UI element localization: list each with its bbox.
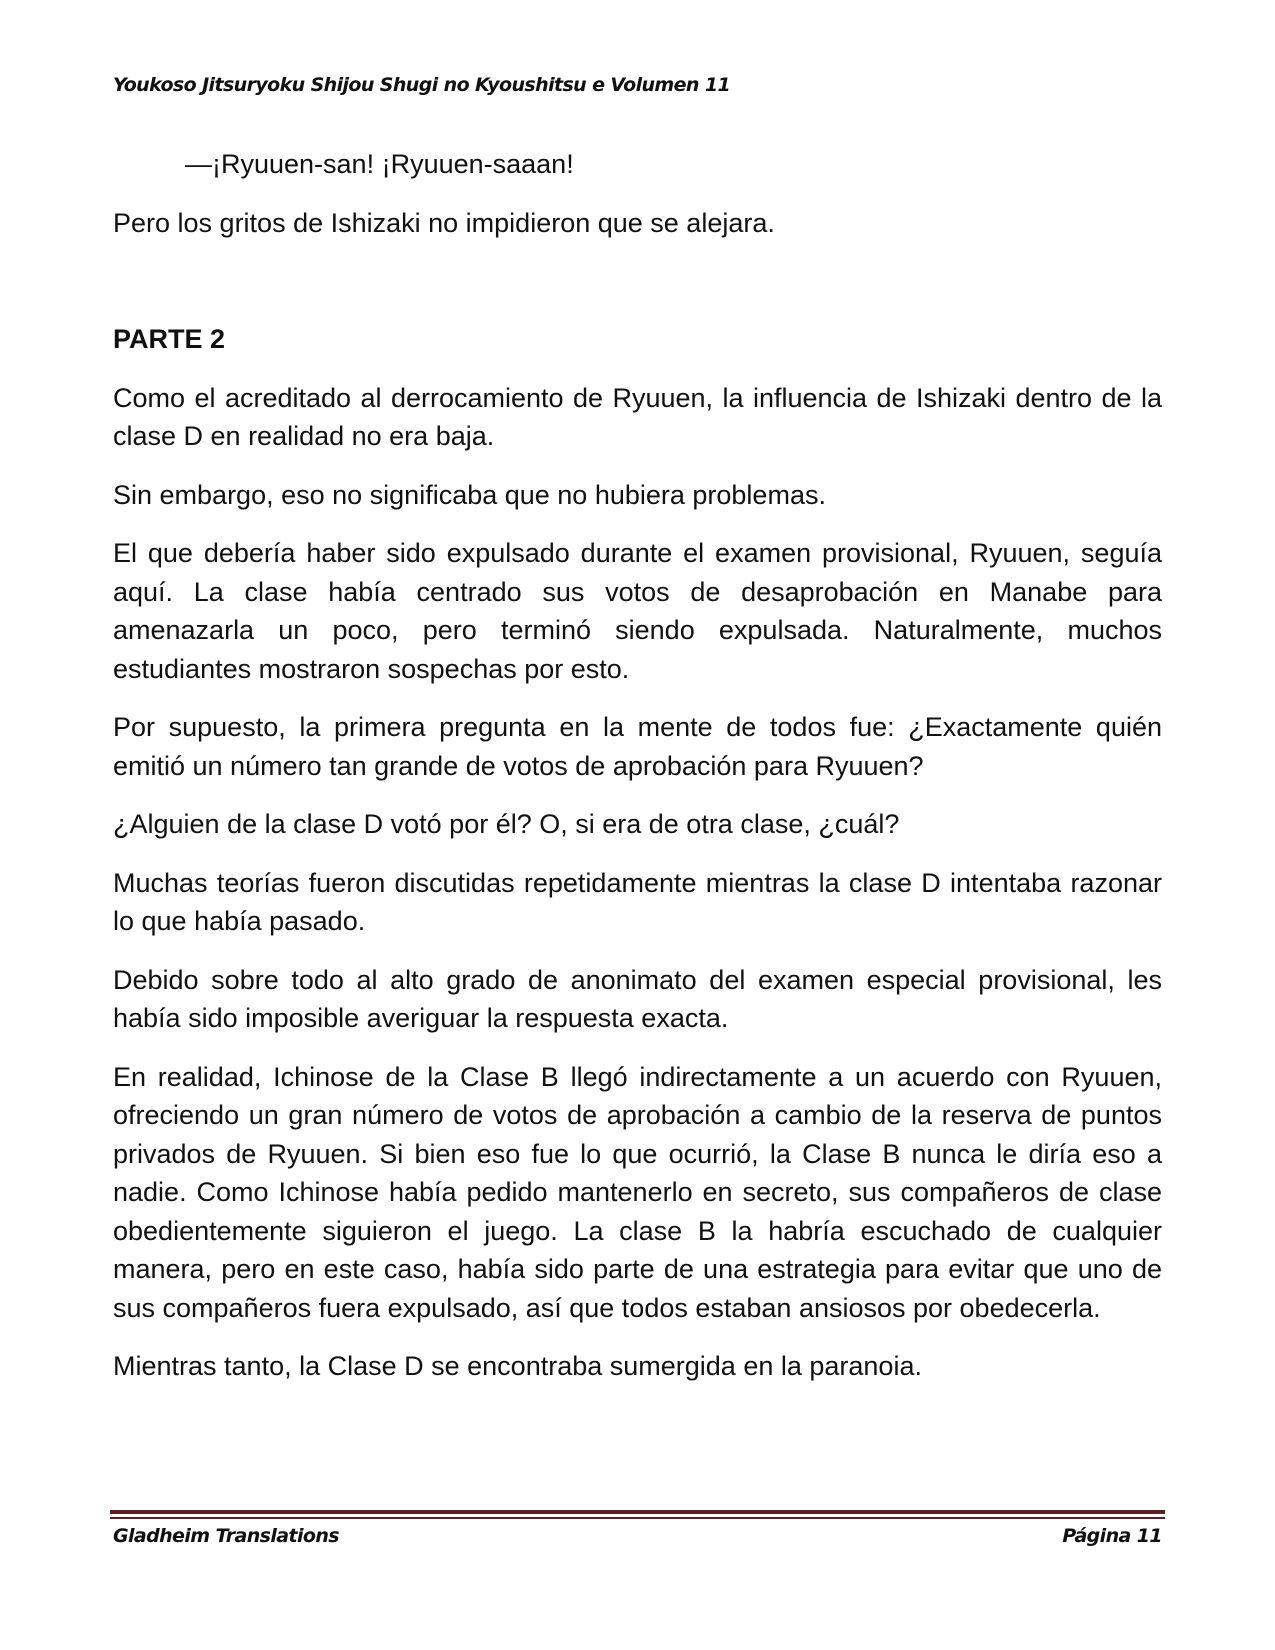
paragraph: Debido sobre todo al alto grado de anonimato del examen especial provisional, les había sido imposible averiguar la respuesta exacta. [113, 964, 1162, 1033]
footer-divider-thick [110, 1510, 1165, 1514]
paragraph: El que debería haber sido expulsado durante el examen provisional, Ryuuen, seguía aquí. La clase había centrado sus votos de desaprobación en Manabe para amenazarla un poco, pero terminó siendo expulsada. Naturalmente, muchos estudiantes mostraron sospechas por esto. [113, 538, 1162, 684]
paragraph: Como el acreditado al derrocamiento de Ryuuen, la influencia de Ishizaki dentro de la clase D en realidad no era baja. [113, 382, 1162, 451]
paragraph: Por supuesto, la primera pregunta en la mente de todos fue: ¿Exactamente quién emitió un número tan grande de votos de aprobación para Ryuuen? [113, 712, 1162, 781]
paragraph: ¿Alguien de la clase D votó por él? O, si era de otra clase, ¿cuál? [113, 809, 900, 839]
section-heading: PARTE 2 [113, 324, 226, 354]
paragraph: Pero los gritos de Ishizaki no impidieron que se alejara. [113, 207, 775, 238]
page-body [113, 145, 1162, 1406]
footer-divider [110, 1510, 1165, 1519]
page-number: Página 11 [1062, 1525, 1162, 1547]
paragraph: Sin embargo, eso no significaba que no hubiera problemas. [113, 479, 826, 510]
paragraph: Muchas teorías fueron discutidas repetidamente mientras la clase D intentaba razonar lo que había pasado. [113, 867, 1162, 936]
footer-divider-thin [110, 1517, 1165, 1519]
paragraph: En realidad, Ichinose de la Clase B llegó indirectamente a un acuerdo con Ryuuen, ofreciendo un gran número de votos de aprobación a cambio de la reserva de puntos privados de Ryuuen. Si bien eso fue lo que ocurrió, la Clase B nunca le diría eso a nadie. Como Ichinose había pedido mantenerlo en secreto, sus compañeros de clase obedientemente siguieron el juego. La clase B la habría escuchado de cualquier manera, pero en este caso, había sido parte de una estrategia para evitar que uno de sus compañeros fuera expulsado, así que todos estaban ansiosos por obedecerla. [113, 1061, 1162, 1323]
dialogue-line: —¡Ryuuen-san! ¡Ryuuen-saaan! [185, 149, 574, 179]
running-header: Youkoso Jitsuryoku Shijou Shugi no Kyoushitsu e Volumen 11 [113, 74, 731, 96]
paragraph: Mientras tanto, la Clase D se encontraba sumergida en la paranoia. [113, 1351, 922, 1381]
footer-credit: Gladheim Translations [113, 1525, 339, 1547]
